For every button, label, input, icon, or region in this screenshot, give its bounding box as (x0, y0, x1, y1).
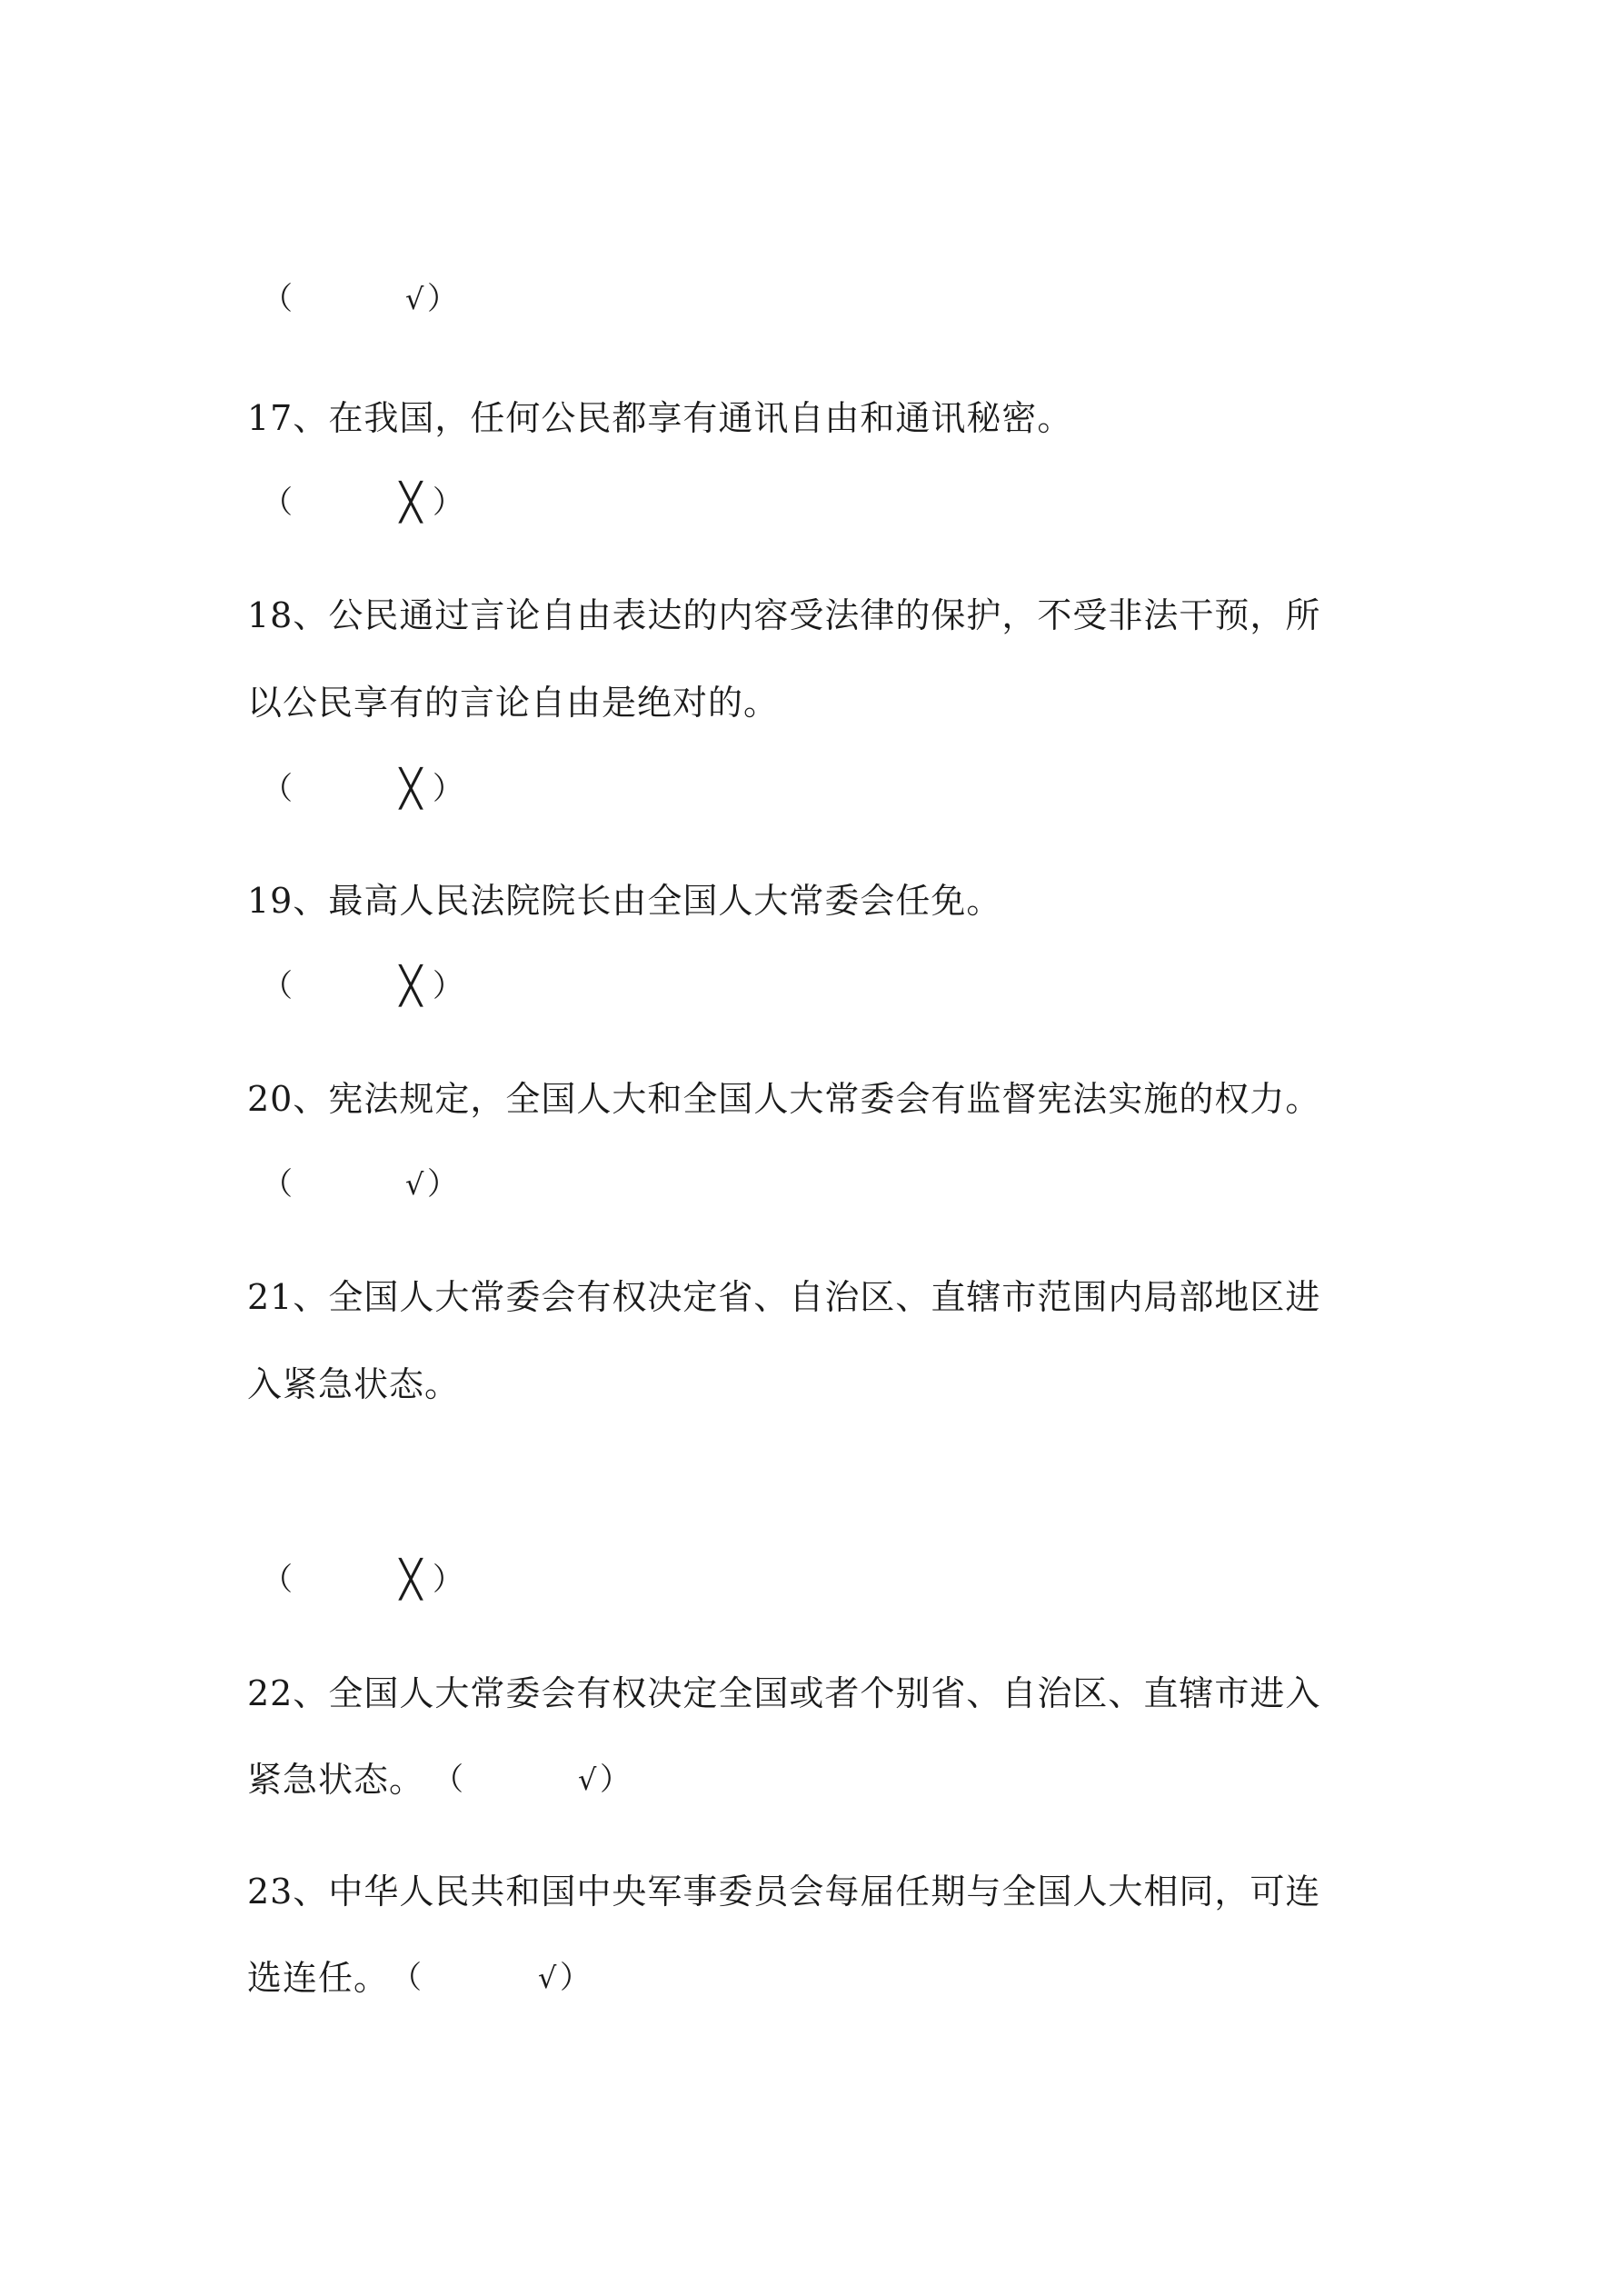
open-paren: （ (391, 1960, 422, 1996)
question-17-text (247, 397, 1072, 439)
open-paren: （ (262, 281, 293, 317)
question-line-1: 在我国，任何公民都享有通讯自由和通讯秘密。 (328, 398, 1073, 438)
close-paren: ） (600, 1762, 631, 1798)
open-paren: （ (262, 771, 293, 807)
question-line-2: 紧急状态。 (247, 1760, 425, 1800)
question-line-2: 选连任。 (247, 1958, 390, 1998)
open-paren: （ (262, 484, 293, 521)
question-number: 18、 (247, 595, 329, 635)
close-paren: ） (427, 1166, 458, 1203)
close-paren: ） (433, 771, 463, 807)
question-line-1: 全国人大常委会有权决定全国或者个别省、自治区、直辖市进入 (328, 1673, 1321, 1713)
question-22-text-line-2 (247, 1759, 424, 1801)
question-18-text-line-2: 以公民享有的言论自由是绝对的。 (247, 683, 780, 723)
cross-mark-icon: ╳ (400, 768, 423, 810)
question-number: 17、 (247, 398, 329, 438)
close-paren: ） (427, 281, 458, 317)
cross-mark-icon: ╳ (400, 482, 423, 524)
question-line-1: 公民通过言论自由表达的内容受法律的保护，不受非法干预，所 (328, 595, 1321, 635)
close-paren: ） (433, 484, 463, 521)
question-line-1: 全国人大常委会有权决定省、自治区、直辖市范围内局部地区进 (328, 1277, 1321, 1317)
question-line-1: 最高人民法院院长由全国人大常委会任免。 (328, 881, 1002, 921)
question-20-text (247, 1078, 1320, 1120)
question-number: 19、 (247, 881, 329, 921)
question-23-text-line-1 (247, 1871, 1320, 1912)
check-mark-icon: √ (578, 1762, 597, 1797)
cross-mark-icon: ╳ (400, 1559, 423, 1601)
question-number: 20、 (247, 1079, 329, 1119)
question-line-1: 宪法规定，全国人大和全国人大常委会有监督宪法实施的权力。 (328, 1079, 1321, 1119)
check-mark-icon: √ (405, 282, 424, 316)
close-paren: ） (560, 1960, 591, 1996)
question-19-text (247, 880, 1001, 922)
close-paren: ） (433, 968, 463, 1004)
question-21-text-line-2: 入紧急状态。 (247, 1364, 461, 1404)
question-23-text-line-2 (247, 1957, 389, 1999)
open-paren: （ (262, 1562, 293, 1598)
question-18-text-line-1 (247, 594, 1320, 636)
question-number: 22、 (247, 1673, 329, 1713)
close-paren: ） (433, 1562, 463, 1598)
question-22-text-line-1 (247, 1672, 1320, 1714)
check-mark-icon: √ (538, 1961, 557, 1995)
question-number: 23、 (247, 1872, 329, 1912)
open-paren: （ (433, 1762, 463, 1798)
question-21-text-line-1 (247, 1276, 1320, 1318)
cross-mark-icon: ╳ (400, 965, 423, 1007)
open-paren: （ (262, 968, 293, 1004)
check-mark-icon: √ (405, 1167, 424, 1202)
question-line-1: 中华人民共和国中央军事委员会每届任期与全国人大相同，可连 (328, 1872, 1321, 1912)
open-paren: （ (262, 1166, 293, 1203)
question-number: 21、 (247, 1277, 329, 1317)
